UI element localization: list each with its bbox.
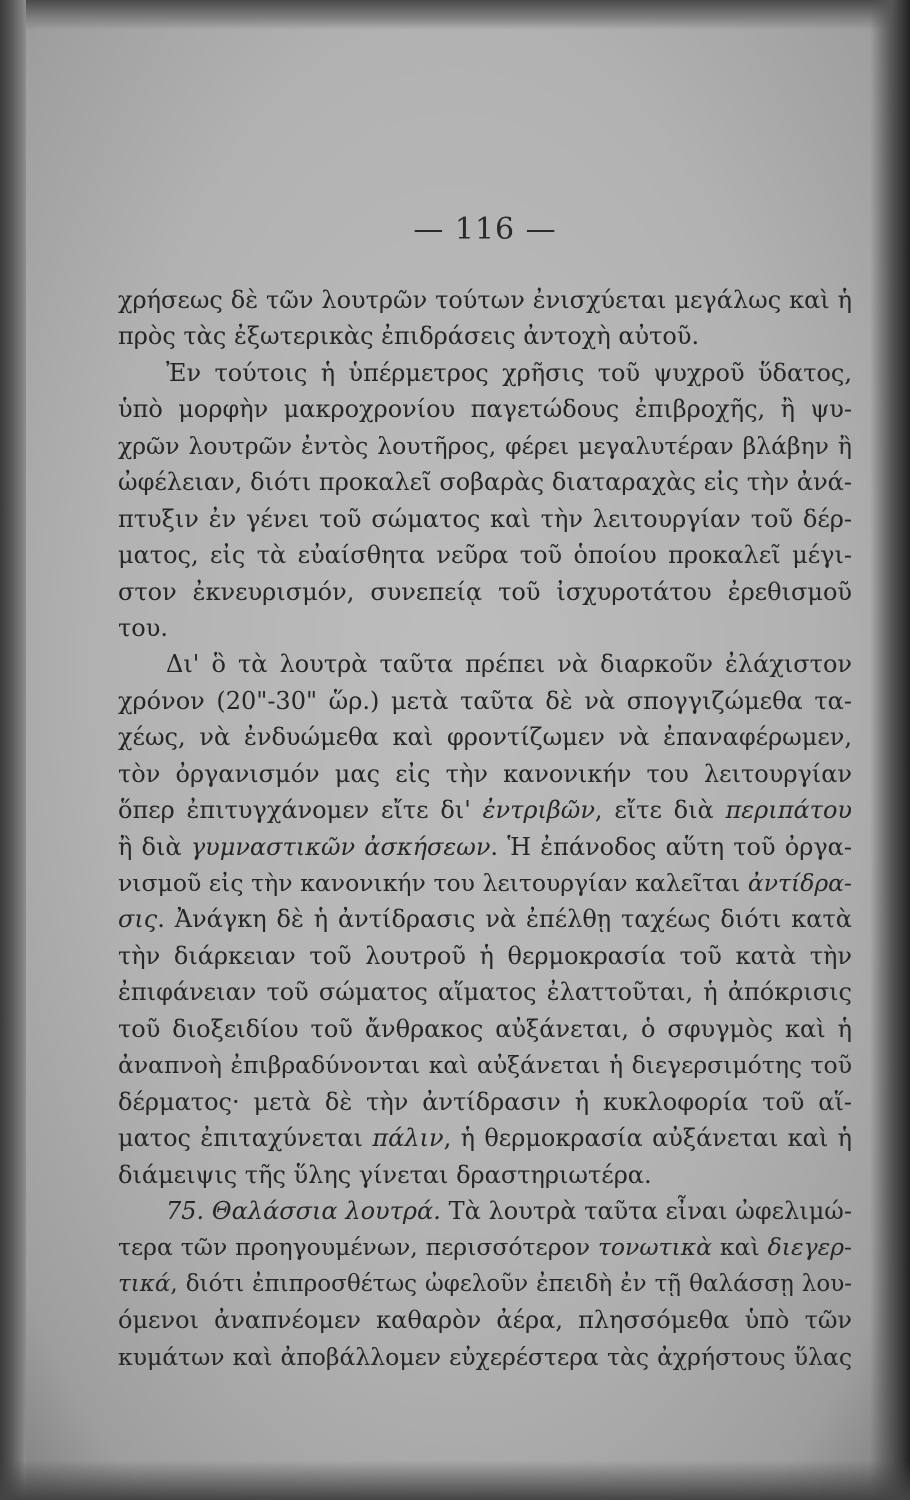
page-top-shadow bbox=[0, 0, 910, 30]
text-line bbox=[118, 501, 852, 537]
text-segment: . Ἡ ἐπάνοδος αὕτη τοῦ ὀργα- bbox=[490, 832, 852, 861]
text-line bbox=[118, 683, 852, 719]
text-segment: τὸν ὀργανισμόν μας εἰς τὴν κανονικήν του λειτουργίαν bbox=[118, 759, 852, 788]
text-line bbox=[118, 1011, 852, 1047]
italic-text: ἀντίδρα- bbox=[747, 869, 852, 897]
text-line bbox=[118, 901, 852, 937]
text-line bbox=[118, 974, 852, 1010]
text-segment: Δι' ὃ τὰ λουτρὰ ταῦτα πρέπει νὰ διαρκοῦν ἐλάχιστον bbox=[166, 650, 852, 679]
text-line bbox=[118, 792, 852, 828]
text-line bbox=[118, 1157, 852, 1193]
text-line bbox=[118, 865, 852, 901]
text-segment: ὅπερ ἐπιτυγχάνομεν εἴτε δι' bbox=[118, 796, 483, 825]
text-line bbox=[118, 355, 852, 391]
text-segment: ἀναπνοὴ ἐπιβραδύνονται καὶ αὐξάνεται ἡ διεγερσιμότης τοῦ bbox=[118, 1051, 852, 1080]
text-segment: τερα τῶν προηγουμένων, περισσότερον bbox=[118, 1233, 598, 1262]
text-segment: ὑπὸ μορφὴν μακροχρονίου παγετώδους ἐπιβροχῆς, ἢ ψυ- bbox=[118, 395, 852, 424]
italic-text: περιπάτου bbox=[725, 796, 852, 825]
text-line bbox=[118, 1084, 852, 1120]
italic-text: διεγερ- bbox=[767, 1233, 852, 1262]
body-text bbox=[118, 282, 852, 1375]
text-line bbox=[118, 574, 852, 610]
italic-text: σις bbox=[118, 905, 158, 934]
text-segment: πτυξιν ἐν γένει τοῦ σώματος καὶ τὴν λειτουργίαν τοῦ δέρ- bbox=[118, 504, 852, 533]
text-line bbox=[118, 610, 852, 646]
text-line bbox=[118, 1120, 852, 1156]
text-segment: ὠφέλειαν, διότι προκαλεῖ σοβαρὰς διαταραχὰς εἰς τὴν ἀνά- bbox=[118, 468, 852, 497]
text-segment: χρήσεως δὲ τῶν λουτρῶν τούτων ἐνισχύεται μεγάλως καὶ ἡ bbox=[118, 286, 852, 314]
text-line bbox=[118, 391, 852, 427]
text-line bbox=[118, 282, 852, 318]
text-segment: . Ἀνάγκη δὲ ἡ ἀντίδρασις νὰ ἐπέλθῃ ταχέως διότι κατὰ bbox=[157, 905, 852, 934]
text-line bbox=[118, 1047, 852, 1083]
text-line bbox=[118, 646, 852, 682]
italic-text: γυμναστικῶν ἀσκήσεων bbox=[190, 832, 491, 861]
text-line bbox=[118, 1229, 852, 1265]
text-segment: καὶ bbox=[712, 1233, 768, 1262]
text-segment: νισμοῦ εἰς τὴν κανονικήν του λειτουργίαν καλεῖται bbox=[118, 869, 748, 897]
text-segment: διάμειψις τῆς ὕλης γίνεται δραστηριωτέρα. bbox=[118, 1160, 652, 1189]
text-segment: Ἐν τούτοις ἡ ὑπέρμετρος χρῆσις τοῦ ψυχροῦ ὕδατος, bbox=[166, 358, 852, 387]
text-line bbox=[118, 537, 852, 573]
text-segment: ματος ἐπιταχύνεται bbox=[118, 1124, 373, 1153]
text-line bbox=[118, 1193, 852, 1229]
text-segment: όμενοι ἀναπνέομεν καθαρὸν ἀέρα, πλησσόμεθα ὑπὸ τῶν bbox=[118, 1306, 852, 1335]
text-segment: κυμάτων καὶ ἀποβάλλομεν εὐχερέστερα τὰς ἀχρήστους ὕλας bbox=[118, 1342, 852, 1371]
text-segment: δέρματος· μετὰ δὲ τὴν ἀντίδρασιν ἡ κυκλοφορία τοῦ αἵ- bbox=[118, 1087, 852, 1116]
text-line bbox=[118, 1302, 852, 1338]
page-bottom-shadow bbox=[0, 1460, 910, 1500]
italic-text: ἐντριβῶν bbox=[482, 796, 595, 825]
text-segment: Τὰ λουτρὰ ταῦτα εἶναι ὠφελιμώ- bbox=[440, 1196, 852, 1225]
text-line bbox=[118, 719, 852, 755]
italic-text: τικά bbox=[118, 1270, 171, 1297]
page-number: — 116 — bbox=[413, 212, 557, 247]
text-segment: πρὸς τὰς ἐξωτερικὰς ἐπιδράσεις ἀντοχὴ αὐτοῦ. bbox=[118, 322, 700, 351]
text-segment: ἐπιφάνειαν τοῦ σώματος αἵματος ἐλαττοῦται, ἡ ἀπόκρισις bbox=[118, 978, 852, 1007]
text-segment: τὴν διάρκειαν τοῦ λουτροῦ ἡ θερμοκρασία τοῦ κατὰ τὴν bbox=[118, 941, 852, 970]
text-segment: χρόνον (20"-30" ὥρ.) μετὰ ταῦτα δὲ νὰ σπογγιζώμεθα τα- bbox=[118, 686, 852, 715]
text-segment: χέως, νὰ ἐνδυώμεθα καὶ φροντίζωμεν νὰ ἐπαναφέρωμεν, bbox=[118, 723, 852, 752]
text-segment: ἢ διὰ bbox=[118, 832, 191, 861]
text-line bbox=[118, 1266, 852, 1302]
text-segment: χρῶν λουτρῶν ἐντὸς λουτῆρος, φέρει μεγαλυτέραν βλάβην ἢ bbox=[118, 431, 852, 460]
text-segment: , εἴτε διὰ bbox=[594, 796, 726, 825]
text-line bbox=[118, 428, 852, 464]
italic-text: 75. Θαλάσσια λουτρά. bbox=[166, 1196, 441, 1225]
text-segment: , διότι ἐπιπροσθέτως ὠφελοῦν ἐπειδὴ ἐν τῇ θαλάσσῃ λου- bbox=[170, 1270, 852, 1297]
text-line bbox=[118, 1339, 852, 1375]
text-segment: στον ἐκνευρισμόν, συνεπείᾳ τοῦ ἰσχυροτάτου ἐρεθισμοῦ bbox=[118, 577, 852, 606]
text-line bbox=[118, 756, 852, 792]
text-segment: του. bbox=[118, 613, 168, 642]
text-line bbox=[118, 464, 852, 500]
text-line bbox=[118, 829, 852, 865]
italic-text: πάλιν bbox=[372, 1124, 444, 1153]
text-segment: ματος, εἰς τὰ εὐαίσθητα νεῦρα τοῦ ὁποίου προκαλεῖ μέγι- bbox=[118, 541, 852, 570]
text-segment: τοῦ διοξειδίου τοῦ ἄνθρακος αὐξάνεται, ὁ σφυγμὸς καὶ ἡ bbox=[118, 1014, 852, 1043]
text-line bbox=[118, 938, 852, 974]
text-line bbox=[118, 318, 852, 354]
italic-text: τονωτικὰ bbox=[597, 1233, 712, 1262]
text-segment: , ἡ θερμοκρασία αὐξάνεται καὶ ἡ bbox=[443, 1124, 853, 1153]
